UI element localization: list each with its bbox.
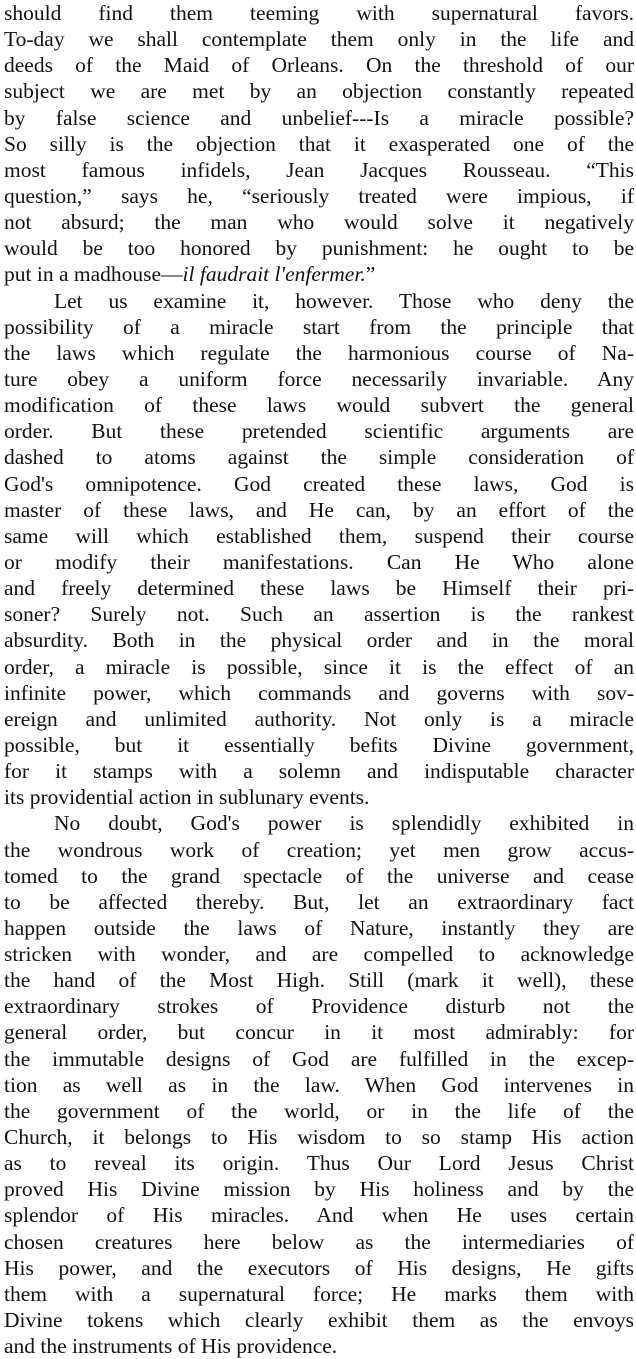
text-line: as to reveal its origin. Thus Our Lord Jesus Christ: [4, 1151, 634, 1176]
text-line: extraordinary strokes of Providence disturb not the: [4, 994, 634, 1019]
text-line: To-day we shall contemplate them only in the life and: [4, 27, 634, 52]
paragraph-1: [4, 0, 634, 288]
text-line: order. But these pretended scientific arguments are: [4, 419, 634, 444]
text-line: the immutable designs of God are fulfilled in the excep-: [4, 1046, 634, 1071]
closing-quote: ”: [365, 262, 376, 287]
text-line: general order, but concur in it most admirably: for: [4, 1020, 634, 1045]
text-line: them with a supernatural force; He marks them with: [4, 1281, 634, 1306]
text-line: deeds of the Maid of Orleans. On the threshold of our: [4, 53, 634, 78]
text-line: modification of these laws would subvert the general: [4, 393, 634, 418]
text-line: possibility of a miracle start from the principle that: [4, 314, 634, 339]
text-line: order, a miracle is possible, since it is the effect of an: [4, 654, 634, 679]
text-line: absurdity. Both in the physical order and in the moral: [4, 628, 634, 653]
text-line: proved His Divine mission by His holiness and by the: [4, 1177, 634, 1202]
text-line: Divine tokens which clearly exhibit them as the envoys: [4, 1308, 634, 1333]
text-line: the government of the world, or in the life of the: [4, 1098, 634, 1123]
text-line: or modify their manifestations. Can He Who alone: [4, 549, 634, 574]
text-line: for it stamps with a solemn and indisputable character: [4, 759, 634, 784]
paragraph-2: [4, 288, 634, 811]
text-line: ture obey a uniform force necessarily invariable. Any: [4, 366, 634, 391]
italic-phrase: il faudrait l'enfermer.: [182, 262, 366, 287]
text-line: Church, it belongs to His wisdom to so stamp His action: [4, 1125, 634, 1150]
text-line: dashed to atoms against the simple consideration of: [4, 445, 634, 470]
text-line: by false science and unbelief---Is a miracle possible?: [4, 105, 634, 130]
text-line: God's omnipotence. God created these laws, God is: [4, 471, 634, 496]
text-line: tion as well as in the law. When God intervenes in: [4, 1072, 634, 1097]
text-line: No doubt, God's power is splendidly exhibited in: [54, 811, 634, 836]
text-line: not absurd; the man who would solve it negatively: [4, 210, 634, 235]
text-line: subject we are met by an objection constantly repeated: [4, 79, 634, 104]
text-line: infinite power, which commands and governs with sov-: [4, 680, 634, 705]
text-line: and the instruments of His providence.: [4, 1334, 338, 1359]
text-line: So silly is the objection that it exasperated one of the: [4, 131, 634, 156]
text-line: chosen creatures here below as the intermediaries of: [4, 1229, 634, 1254]
text-line: Let us examine it, however. Those who deny the: [54, 288, 634, 313]
text-line: should find them teeming with supernatural favors.: [4, 1, 634, 25]
text-line: its providential action in sublunary events.: [4, 785, 370, 810]
text-line: splendor of His miracles. And when He uses certain: [4, 1203, 634, 1228]
text-line: ereign and unlimited authority. Not only is a miracle: [4, 706, 634, 731]
text-line: the laws which regulate the harmonious course of Na-: [4, 340, 634, 365]
text-line: would be too honored by punishment: he ought to be: [4, 236, 634, 261]
text-line: same will which established them, suspend their course: [4, 523, 634, 548]
text-line: possible, but it essentially befits Divine government,: [4, 732, 634, 757]
text-line: the hand of the Most High. Still (mark it well), these: [4, 968, 634, 993]
text-line: soner? Surely not. Such an assertion is the rankest: [4, 602, 634, 627]
text-line: His power, and the executors of His designs, He gifts: [4, 1255, 634, 1280]
text-line: most famous infidels, Jean Jacques Rousseau. “This: [4, 157, 634, 182]
text-line: stricken with wonder, and are compelled to acknowledge: [4, 942, 634, 967]
text-line: tomed to the grand spectacle of the universe and cease: [4, 863, 634, 888]
text-line-with-italic: [4, 261, 634, 287]
text-line: and freely determined these laws be Himself their pri-: [4, 576, 634, 601]
text-line: happen outside the laws of Nature, instantly they are: [4, 915, 634, 940]
text-line: the wondrous work of creation; yet men grow accus-: [4, 837, 634, 862]
text-fragment: put in a madhouse—: [4, 262, 183, 287]
text-line: to be affected thereby. But, let an extraordinary fact: [4, 889, 634, 914]
text-line: master of these laws, and He can, by an effort of the: [4, 497, 634, 522]
text-line: question,” says he, “seriously treated were impious, if: [4, 183, 634, 208]
paragraph-3: [4, 810, 634, 1359]
